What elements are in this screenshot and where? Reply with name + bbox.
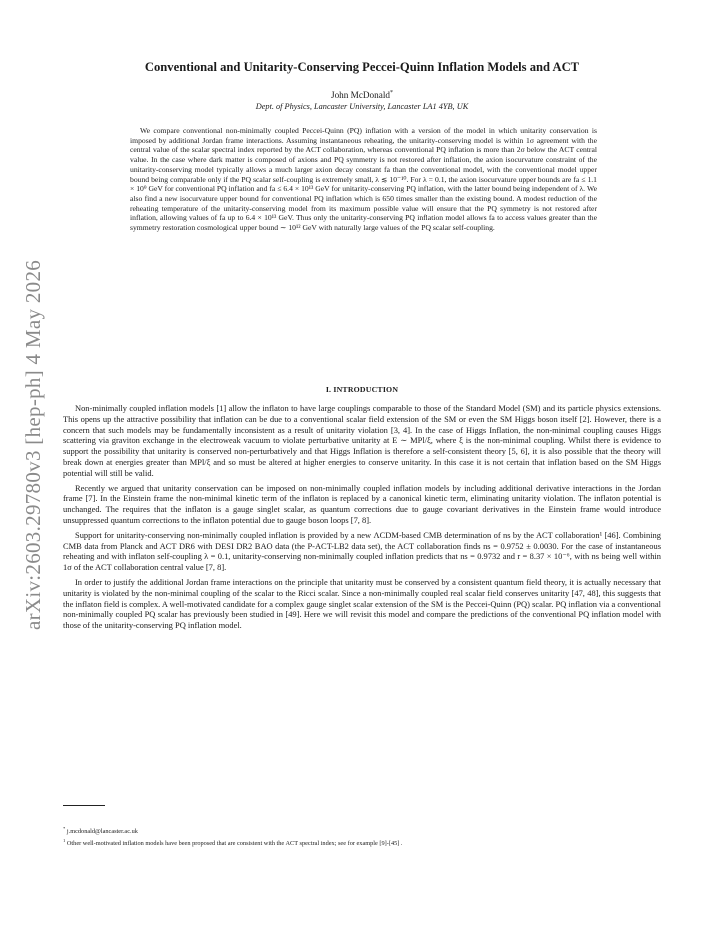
footnote-text: j.mcdonald@lancaster.ac.uk xyxy=(66,828,138,836)
arxiv-identifier-text: arXiv:2603.29780v3 [hep-ph] 4 May 2026 xyxy=(21,259,45,631)
author-name: John McDonald xyxy=(331,90,390,101)
affiliation: Dept. of Physics, Lancaster University, Lancaster LA1 4YB, UK xyxy=(255,102,469,111)
paper-title: Conventional and Unitarity-Conserving Peccei-Quinn Inflation Models and ACT xyxy=(144,60,580,74)
footnotes xyxy=(63,824,661,848)
introduction-body xyxy=(63,403,661,635)
author-footnote-mark: * xyxy=(389,90,393,96)
footnote-mark: * xyxy=(63,826,66,831)
footnote-1 xyxy=(63,836,661,848)
footnote-email xyxy=(63,824,661,836)
body-paragraph-4: In order to justify the additional Jordan frame interactions on the principle that unitarity must be conserved by a consistent quantum field theory, it is actually necessary that unitarity is violated by the non-minimal coupling of the scalar to the Ricci scalar. Since a non-minimally coupled real scalar field conserves unitarity [47, 48], this suggests that the inflaton field is complex. A well-motivated candidate for a complex gauge singlet scalar extension of the SM is the Peccei-Quinn (PQ) scalar. PQ inflation via a conventional non-minimally coupled PQ scalar has previously been studied in [49]. Here we will revisit this model and compare the predictions of the conventional PQ inflation model with those of the unitarity-conserving PQ inflation model. xyxy=(63,576,661,631)
section-heading-introduction: I. INTRODUCTION xyxy=(325,385,399,394)
body-paragraph-3: Support for unitarity-conserving non-minimally coupled inflation is provided by a new ΛCDM-based CMB determination of ns by the ACT collaboration¹ [46]. Combining CMB data from Planck and ACT DR6 with DESI DR2 BAO data (the P-ACT-LB2 data set), the ACT collaboration finds ns = 0.9752 ± 0.0030. For the case of instantaneous reheating and with inflaton self-coupling λ = 0.1, unitarity-conserving non-minimally coupled inflation predicts that ns = 0.9732 and r = 8.37 × 10⁻⁶, with ns being well within 1σ of the ACT collaboration central value [7, 8]. xyxy=(63,529,661,573)
body-paragraph-1: Non-minimally coupled inflation models [1] allow the inflaton to have large couplings comparable to those of the Standard Model (SM) and its particle physics extensions. This opens up the attractive possibility that inflation can be due to a conventional scalar field extension of the SM or even the SM Higgs boson itself [2]. However, there is a concern that such models may be fundamentally inconsistent as a result of unitarity violation [3, 4]. In the case of Higgs Inflation, the non-minimal coupling causes Higgs scattering via graviton exchange in the electroweak vacuum to violate perturbative unitarity at E ∼ MPl/ξ, where ξ is the non-minimal coupling. Whilst there is evidence to support the possibility that unitarity is conserved non-perturbatively and that Higgs Inflation is therefore a self-consistent theory [5, 6], it is also possible that the theory will break down at energies greater than MPl/ξ and so must be altered at higher energies to conserve unitarity. In this case it is not certain that inflation based on the SM Higgs potential will still be valid. xyxy=(63,403,661,478)
arxiv-identifier-stamp xyxy=(14,230,52,660)
body-paragraph-2: Recently we argued that unitarity conservation can be imposed on non-minimally coupled inflation models by including additional derivative interactions in the Jordan frame [7]. In the Einstein frame the non-minimal kinetic term of the inflaton is replaced by a canonical kinetic term, eliminating unitarity violation. The inflaton potential is unchanged. The requires that the inflaton is a gauge singlet scalar, as quantum corrections due to gauge covariant derivatives in the Einstein frame would introduce unsuppressed quantum corrections to the inflaton potential due to gauge boson loops [7, 8]. xyxy=(63,482,661,525)
author-line xyxy=(80,90,644,100)
footnote-text: Other well-motivated inflation models have been proposed that are consistent with the ACT spectral index; see for example [9]-[45] . xyxy=(66,840,403,848)
footnote-mark: 1 xyxy=(63,838,66,844)
footnote-divider xyxy=(63,805,105,806)
abstract: We compare conventional non-minimally coupled Peccei-Quinn (PQ) inflation with a version of the model in which unitarity conservation is imposed by additional Jordan frame interactions. Assuming instantaneous reheating, the unitarity-conserving model is within 1σ agreement with the central value of the scalar spectral index reported by the ACT collaboration, whereas conventional PQ inflation is more than 2σ below the ACT central value. In the case where dark matter is composed of axions and PQ symmetry is not restored after inflation, the axion isocurvature constraint of the unitarity-conserving model typically allows a much larger axion decay constant fa than the conventional model, with the conventional model upper bound being comparable only if the PQ scalar self-coupling is extremely small, λ ≲ 10⁻¹⁰. For λ = 0.1, the axion isocurvature upper bounds are fa ≤ 1.1 × 10⁹ GeV for conventional PQ inflation and fa ≤ 6.4 × 10¹³ GeV for unitarity-conserving PQ inflation, with the latter bound being independent of λ. We also find a new isocurvature upper bound for conventional PQ inflation which is 650 times smaller than the existing bound. A modest reduction of the reheating temperature of the unitarity-conserving model from its maximum possible value will ensure that the PQ symmetry is not restored after inflation, allowing values of fa up to 6.4 × 10¹³ GeV. Thus only the unitarity-conserving PQ inflation model allows fa to access values greater than the symmetry restoration cosmological upper bound ∼ 10¹² GeV with naturally large values of the PQ scalar self-coupling. xyxy=(130,126,597,233)
